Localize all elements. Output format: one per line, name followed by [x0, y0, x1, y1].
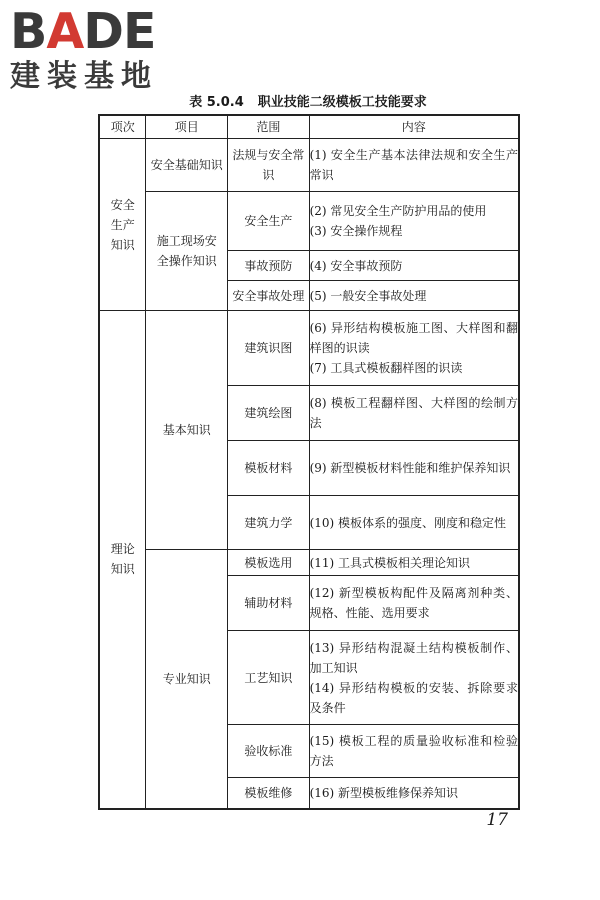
section-cell: 理论知识 — [99, 311, 146, 809]
header-cell: 范围 — [228, 115, 310, 139]
scope-cell: 模板选用 — [228, 550, 310, 576]
table-title — [98, 91, 518, 110]
content-cell: (1) 安全生产基本法律法规和安全生产常识 — [309, 139, 519, 192]
content-cell: (9) 新型模板材料性能和维护保养知识 — [309, 441, 519, 496]
content-cell: (11) 工具式模板相关理论知识 — [309, 550, 519, 576]
header-cell: 内容 — [309, 115, 519, 139]
item-cell: 安全基础知识 — [146, 139, 228, 192]
table-row — [99, 192, 519, 251]
scope-cell: 模板材料 — [228, 441, 310, 496]
header-cell: 项目 — [146, 115, 228, 139]
scope-cell: 辅助材料 — [228, 576, 310, 631]
scope-cell: 建筑绘图 — [228, 386, 310, 441]
scope-cell: 模板维修 — [228, 778, 310, 809]
content-cell: (6) 异形结构模板施工图、大样图和翻样图的识读 (7) 工具式模板翻样图的识读 — [309, 311, 519, 386]
content-cell: (8) 模板工程翻样图、大样图的绘制方法 — [309, 386, 519, 441]
scope-cell: 事故预防 — [228, 251, 310, 281]
content-cell: (12) 新型模板构配件及隔离剂种类、规格、性能、选用要求 — [309, 576, 519, 631]
item-cell: 施工现场安全操作知识 — [146, 192, 228, 311]
content-cell: (16) 新型模板维修保养知识 — [309, 778, 519, 809]
table-row — [99, 311, 519, 386]
scope-cell: 建筑力学 — [228, 496, 310, 550]
header-cell: 项次 — [99, 115, 146, 139]
scope-cell: 建筑识图 — [228, 311, 310, 386]
content-cell: (10) 模板体系的强度、刚度和稳定性 — [309, 496, 519, 550]
logo — [10, 3, 190, 94]
item-cell: 专业知识 — [146, 550, 228, 809]
content-cell: (13) 异形结构混凝土结构模板制作、加工知识 (14) 异形结构模板的安装、拆除要求及条件 — [309, 631, 519, 725]
item-cell: 基本知识 — [146, 311, 228, 550]
scope-cell: 安全事故处理 — [228, 281, 310, 311]
scope-cell: 安全生产 — [228, 192, 310, 251]
scope-cell: 工艺知识 — [228, 631, 310, 725]
content-cell: (15) 模板工程的质量验收标准和检验方法 — [309, 725, 519, 778]
logo-chinese-text: 建装基地 — [10, 59, 158, 94]
table-number: 表 5.0.4 — [189, 95, 244, 110]
table-row — [99, 550, 519, 576]
table-row — [99, 139, 519, 192]
content-cell: (4) 安全事故预防 — [309, 251, 519, 281]
scope-cell: 验收标准 — [228, 725, 310, 778]
page-number: 17 — [486, 810, 508, 830]
logo-wordmark: BADE — [10, 3, 156, 60]
table-caption: 职业技能二级模板工技能要求 — [257, 95, 427, 110]
scope-cell: 法规与安全常识 — [228, 139, 310, 192]
content-cell: (5) 一般安全事故处理 — [309, 281, 519, 311]
section-cell: 安全生产知识 — [99, 139, 146, 311]
content-cell: (2) 常见安全生产防护用品的使用 (3) 安全操作规程 — [309, 192, 519, 251]
table-header-row — [99, 115, 519, 139]
skills-table — [98, 114, 520, 810]
